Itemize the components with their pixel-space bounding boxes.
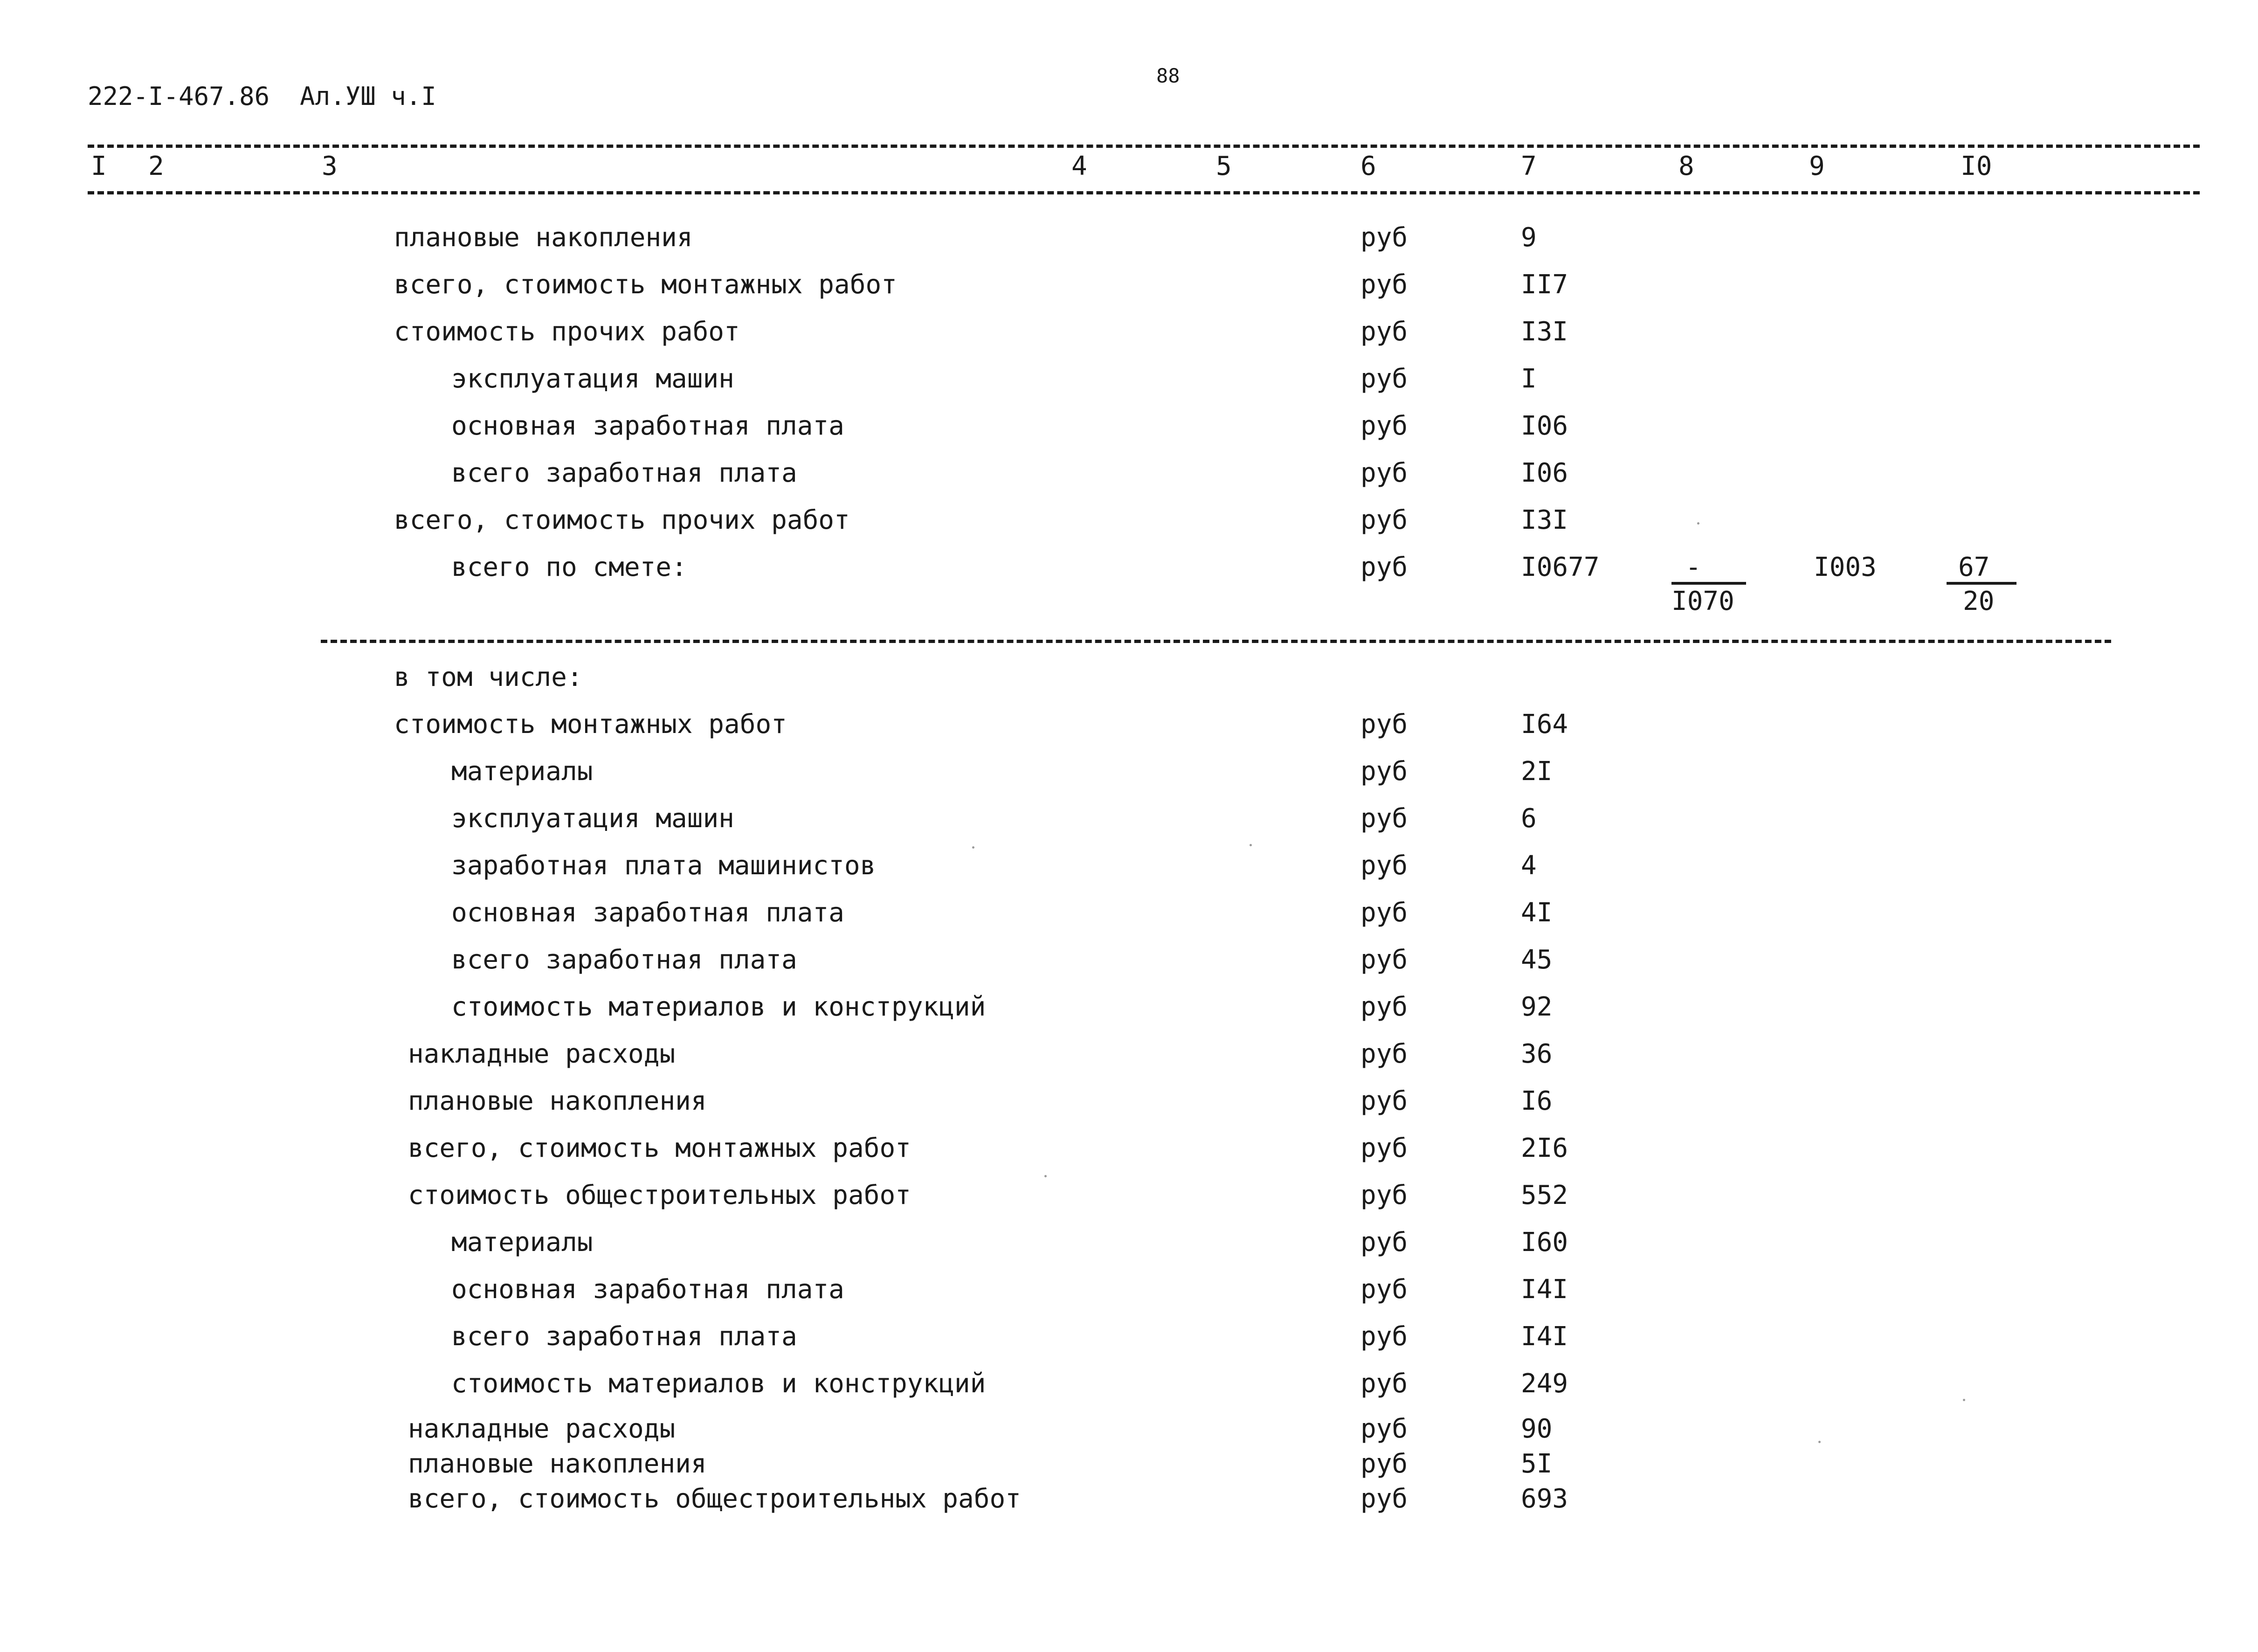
scan-speck [1250, 844, 1252, 846]
row-value: 2I6 [1521, 1133, 1568, 1163]
header-bottom-rule [88, 191, 2200, 194]
row-name: плановые накопления [408, 1449, 707, 1479]
row-name: всего заработная плата [451, 945, 797, 975]
row-value: I06 [1521, 458, 1568, 488]
row-value: I3I [1521, 317, 1568, 347]
row-unit: руб [1360, 1086, 1408, 1116]
total-unit: руб [1360, 552, 1408, 582]
row-unit: руб [1360, 222, 1408, 253]
row-name: стоимость прочих работ [394, 317, 740, 347]
row-unit: руб [1360, 270, 1408, 300]
row-name: стоимость монтажных работ [394, 709, 787, 740]
row-value: I4I [1521, 1274, 1568, 1305]
row-value: I06 [1521, 411, 1568, 441]
row-value: 249 [1521, 1369, 1568, 1399]
row-name: накладные расходы [408, 1039, 676, 1069]
row-value: I60 [1521, 1227, 1568, 1258]
row-value: 693 [1521, 1484, 1568, 1514]
column-header-2: 2 [148, 151, 164, 181]
total-col10-denominator: 20 [1963, 586, 1995, 616]
fraction-line [1671, 582, 1746, 585]
row-unit: руб [1360, 1369, 1408, 1399]
row-unit: руб [1360, 505, 1408, 535]
column-header-6: 6 [1360, 151, 1376, 181]
column-header-9: 9 [1809, 151, 1825, 181]
column-header-4: 4 [1071, 151, 1087, 181]
row-name: заработная плата машинистов [451, 850, 876, 881]
row-value: 4 [1521, 850, 1537, 881]
row-name: материалы [451, 756, 593, 787]
scan-speck [1818, 1441, 1821, 1443]
row-name: плановые накопления [408, 1086, 707, 1116]
row-value: 92 [1521, 992, 1553, 1022]
row-name: всего заработная плата [451, 458, 797, 488]
row-unit: руб [1360, 1449, 1408, 1479]
header-top-rule [88, 145, 2200, 148]
row-name: стоимость материалов и конструкций [451, 1369, 986, 1399]
row-unit: руб [1360, 1414, 1408, 1444]
total-col10-numerator: 67 [1958, 552, 1990, 582]
fraction-line [1947, 582, 2016, 585]
row-unit: руб [1360, 317, 1408, 347]
scan-speck [1697, 522, 1699, 525]
row-value: I6 [1521, 1086, 1553, 1116]
row-value: I64 [1521, 709, 1568, 740]
row-value: I4I [1521, 1321, 1568, 1352]
row-unit: руб [1360, 1274, 1408, 1305]
row-value: 4I [1521, 898, 1553, 928]
total-col9: I003 [1814, 552, 1877, 582]
row-value: II7 [1521, 270, 1568, 300]
total-col8-numerator: - [1685, 552, 1701, 582]
row-unit: руб [1360, 1180, 1408, 1210]
row-value: 36 [1521, 1039, 1553, 1069]
section-label: в том числе: [394, 662, 583, 692]
row-unit: руб [1360, 992, 1408, 1022]
row-value: 552 [1521, 1180, 1568, 1210]
column-header-10: I0 [1961, 151, 1992, 181]
scan-speck [1044, 1175, 1047, 1177]
row-value: 5I [1521, 1449, 1553, 1479]
row-unit: руб [1360, 1133, 1408, 1163]
row-unit: руб [1360, 945, 1408, 975]
column-header-1: I [91, 151, 107, 181]
page-number: 88 [1156, 64, 1180, 87]
row-value: I3I [1521, 505, 1568, 535]
document-code: 222-I-467.86 Ал.УШ ч.I [88, 82, 436, 111]
total-name: всего по смете: [451, 552, 687, 582]
row-unit: руб [1360, 1484, 1408, 1514]
column-header-3: 3 [322, 151, 338, 181]
row-unit: руб [1360, 1039, 1408, 1069]
row-value: 2I [1521, 756, 1553, 787]
scan-speck [1963, 1399, 1965, 1401]
row-unit: руб [1360, 850, 1408, 881]
row-name: плановые накопления [394, 222, 693, 253]
row-unit: руб [1360, 1227, 1408, 1258]
row-value: 45 [1521, 945, 1553, 975]
column-header-5: 5 [1216, 151, 1232, 181]
row-name: основная заработная плата [451, 1274, 844, 1305]
row-value: 6 [1521, 803, 1537, 834]
row-value: I [1521, 364, 1537, 394]
row-name: всего, стоимость прочих работ [394, 505, 850, 535]
row-unit: руб [1360, 709, 1408, 740]
row-unit: руб [1360, 1321, 1408, 1352]
row-name: стоимость общестроительных работ [408, 1180, 911, 1210]
row-value: 90 [1521, 1414, 1553, 1444]
scan-speck [972, 846, 974, 849]
row-name: всего, стоимость общестроительных работ [408, 1484, 1021, 1514]
total-value: I0677 [1521, 552, 1600, 582]
row-name: накладные расходы [408, 1414, 676, 1444]
row-name: всего заработная плата [451, 1321, 797, 1352]
row-name: стоимость материалов и конструкций [451, 992, 986, 1022]
row-unit: руб [1360, 756, 1408, 787]
row-name: всего, стоимость монтажных работ [394, 270, 897, 300]
row-name: материалы [451, 1227, 593, 1258]
row-name: эксплуатация машин [451, 803, 734, 834]
row-name: всего, стоимость монтажных работ [408, 1133, 911, 1163]
row-unit: руб [1360, 803, 1408, 834]
row-unit: руб [1360, 364, 1408, 394]
column-header-8: 8 [1678, 151, 1694, 181]
row-name: основная заработная плата [451, 898, 844, 928]
column-header-7: 7 [1521, 151, 1537, 181]
row-value: 9 [1521, 222, 1537, 253]
total-col8-denominator: I070 [1671, 586, 1734, 616]
row-name: основная заработная плата [451, 411, 844, 441]
row-unit: руб [1360, 898, 1408, 928]
section-separator-rule [321, 640, 2111, 643]
row-unit: руб [1360, 411, 1408, 441]
row-name: эксплуатация машин [451, 364, 734, 394]
row-unit: руб [1360, 458, 1408, 488]
